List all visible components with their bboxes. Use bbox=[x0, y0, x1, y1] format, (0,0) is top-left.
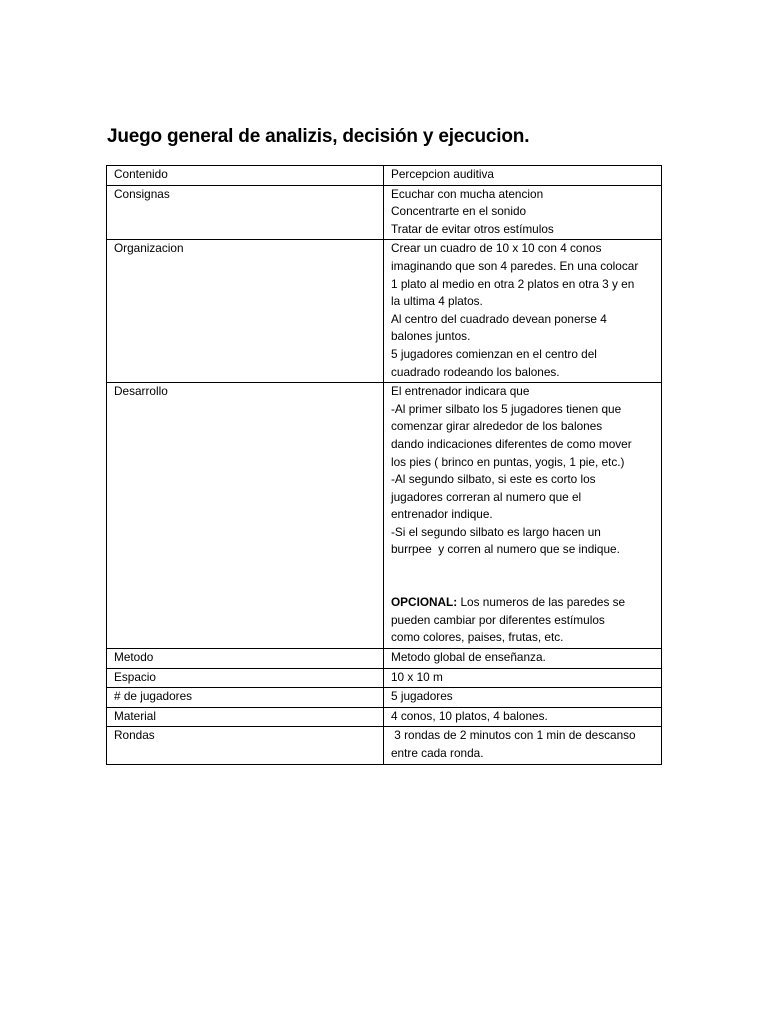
row-value-cell bbox=[384, 383, 662, 649]
row-value-line: comenzar girar alrededor de los balones bbox=[391, 419, 603, 434]
row-value-cell bbox=[384, 727, 662, 764]
row-value-line: El entrenador indicara que bbox=[391, 384, 530, 399]
row-value-line: pueden cambiar por diferentes estímulos bbox=[391, 612, 605, 627]
row-label-cell bbox=[107, 383, 384, 649]
row-label-material: Material bbox=[114, 708, 156, 723]
row-value-line: 5 jugadores bbox=[391, 689, 453, 704]
row-label-cell bbox=[107, 668, 384, 688]
row-label-rondas: Rondas bbox=[114, 728, 155, 743]
row-value-cell bbox=[384, 185, 662, 240]
page-title: Juego general de analizis, decisión y ejecucion. bbox=[107, 126, 530, 147]
blank-line bbox=[391, 559, 655, 577]
row-label-consignas: Consignas bbox=[114, 186, 170, 201]
row-value-line: 1 plato al medio en otra 2 platos en otra 3 y en bbox=[391, 276, 635, 291]
row-value-line: Concentrarte en el sonido bbox=[391, 204, 527, 219]
row-label-desarrollo: Desarrollo bbox=[114, 384, 168, 399]
table-row bbox=[107, 166, 662, 186]
row-value-line: burrpee y corren al numero que se indique. bbox=[391, 542, 620, 557]
row-label-metodo: Metodo bbox=[114, 650, 154, 665]
row-value-cell bbox=[384, 649, 662, 669]
table-row bbox=[107, 727, 662, 764]
row-value-line: 5 jugadores comienzan en el centro del bbox=[391, 346, 597, 361]
row-value-line: 4 conos, 10 platos, 4 balones. bbox=[391, 708, 548, 723]
row-value-line: entre cada ronda. bbox=[391, 746, 484, 760]
row-value-cell bbox=[384, 668, 662, 688]
row-value-line: 10 x 10 m bbox=[391, 669, 443, 684]
optional-text: Los numeros de las paredes se bbox=[460, 595, 626, 610]
row-value-line: Tratar de evitar otros estímulos bbox=[391, 221, 554, 236]
row-label-jugadores: # de jugadores bbox=[114, 689, 193, 704]
row-value-line: -Al primer silbato los 5 jugadores tienen que bbox=[391, 401, 622, 416]
row-value-line: Metodo global de enseñanza. bbox=[391, 650, 546, 665]
row-label-organizacion: Organizacion bbox=[114, 241, 184, 256]
row-value-line: Crear un cuadro de 10 x 10 con 4 conos bbox=[391, 241, 602, 256]
row-value-line: imaginando que son 4 paredes. En una colocar bbox=[391, 258, 639, 273]
row-value-line: como colores, paises, frutas, etc. bbox=[391, 630, 564, 645]
row-label-contenido: Contenido bbox=[114, 167, 168, 181]
row-value-line: Percepcion auditiva bbox=[391, 167, 494, 181]
row-value-cell bbox=[384, 688, 662, 708]
row-label-cell bbox=[107, 185, 384, 240]
row-label-espacio: Espacio bbox=[114, 669, 156, 684]
row-value-line: la ultima 4 platos. bbox=[391, 294, 483, 309]
optional-label: OPCIONAL: bbox=[391, 595, 458, 610]
table-row bbox=[107, 707, 662, 727]
row-value-line: Ecuchar con mucha atencion bbox=[391, 186, 544, 201]
row-value-cell bbox=[384, 707, 662, 727]
activity-table bbox=[106, 165, 662, 765]
row-value-line: 3 rondas de 2 minutos con 1 min de descanso bbox=[391, 728, 636, 743]
blank-line bbox=[391, 577, 655, 595]
row-value-line: entrenador indique. bbox=[391, 507, 493, 522]
row-label-cell bbox=[107, 688, 384, 708]
row-label-cell bbox=[107, 240, 384, 383]
row-label-cell bbox=[107, 166, 384, 186]
table-row bbox=[107, 688, 662, 708]
table-row bbox=[107, 383, 662, 649]
row-value-line: Al centro del cuadrado devean ponerse 4 bbox=[391, 311, 607, 326]
table-row bbox=[107, 240, 662, 383]
row-value-line: los pies ( brinco en puntas, yogis, 1 pie, etc.) bbox=[391, 454, 625, 469]
row-value-cell bbox=[384, 166, 662, 186]
row-value-line: jugadores correran al numero que el bbox=[391, 489, 582, 504]
table-row bbox=[107, 649, 662, 669]
row-value-line: balones juntos. bbox=[391, 329, 471, 344]
row-value-line: dando indicaciones diferentes de como mover bbox=[391, 436, 632, 451]
row-value-line: cuadrado rodeando los balones. bbox=[391, 364, 560, 379]
table-row bbox=[107, 668, 662, 688]
row-value-line: -Si el segundo silbato es largo hacen un bbox=[391, 524, 601, 539]
row-label-cell bbox=[107, 649, 384, 669]
row-value-line: -Al segundo silbato, si este es corto los bbox=[391, 472, 596, 487]
row-label-cell bbox=[107, 707, 384, 727]
table-row bbox=[107, 185, 662, 240]
optional-note-line bbox=[391, 594, 655, 612]
row-label-cell bbox=[107, 727, 384, 764]
row-value-cell bbox=[384, 240, 662, 383]
